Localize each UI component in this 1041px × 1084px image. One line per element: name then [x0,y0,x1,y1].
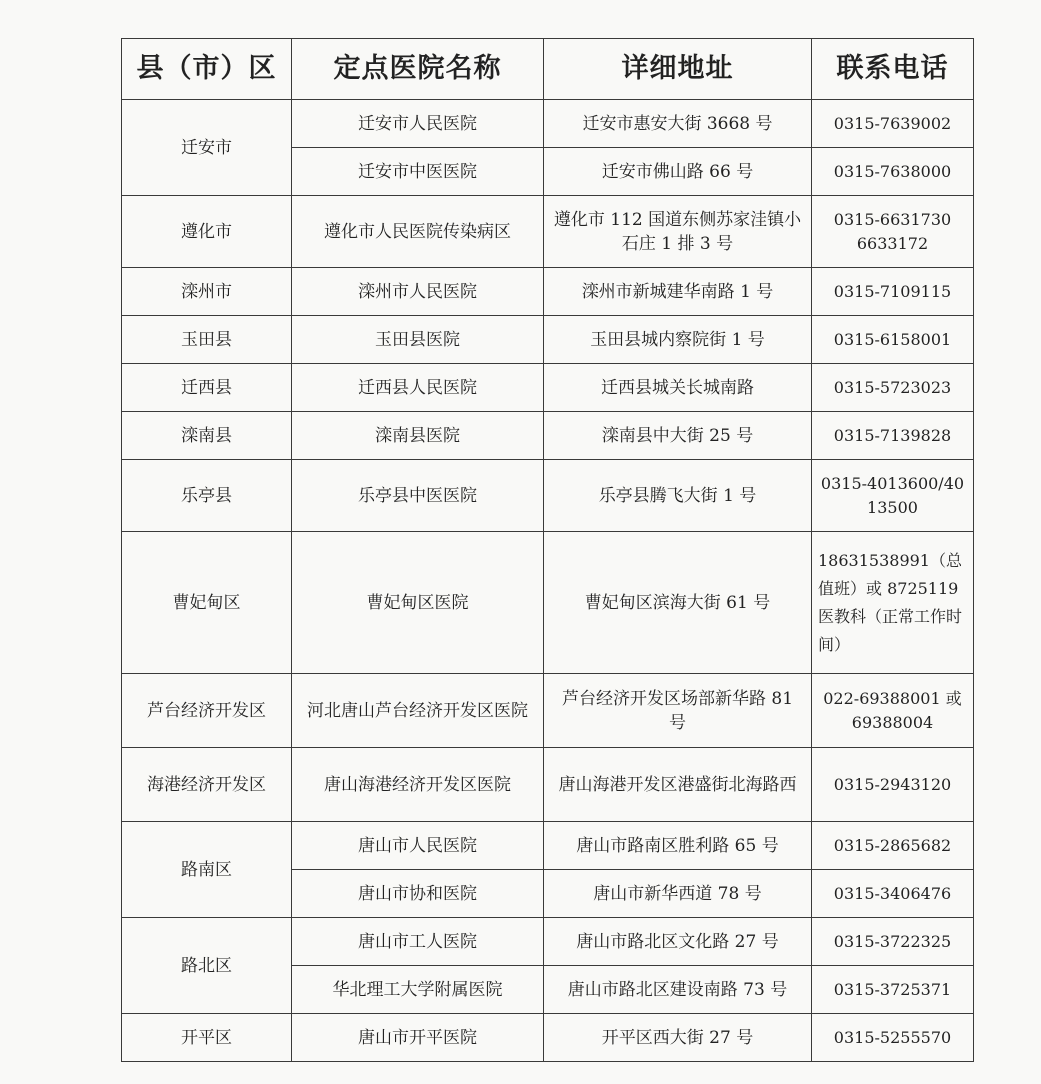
address-cell: 唐山市路北区建设南路 73 号 [544,966,812,1014]
phone-cell: 0315-2865682 [812,822,974,870]
phone-cell: 0315-6158001 [812,316,974,364]
table-row [122,748,974,822]
header-phone: 联系电话 [812,39,974,100]
address-cell: 唐山市新华西道 78 号 [544,870,812,918]
district-cell: 芦台经济开发区 [122,674,292,748]
address-cell: 唐山市路北区文化路 27 号 [544,918,812,966]
table-row [122,822,974,870]
district-cell: 滦州市 [122,268,292,316]
phone-cell: 0315-3406476 [812,870,974,918]
hospital-cell: 唐山市协和医院 [292,870,544,918]
table-row [122,268,974,316]
hospital-cell: 唐山市工人医院 [292,918,544,966]
phone-cell: 022-69388001 或 69388004 [812,674,974,748]
phone-cell: 0315-2943120 [812,748,974,822]
table-row [122,1014,974,1062]
district-cell: 开平区 [122,1014,292,1062]
address-cell: 迁安市佛山路 66 号 [544,148,812,196]
table-row [122,412,974,460]
hospital-cell: 迁西县人民医院 [292,364,544,412]
address-cell: 遵化市 112 国道东侧苏家洼镇小石庄 1 排 3 号 [544,196,812,268]
address-cell: 迁西县城关长城南路 [544,364,812,412]
address-cell: 玉田县城内察院街 1 号 [544,316,812,364]
phone-cell: 18631538991（总值班）或 8725119 医教科（正常工作时间） [812,532,974,674]
hospital-cell: 唐山海港经济开发区医院 [292,748,544,822]
table-row [122,532,974,674]
address-cell: 滦南县中大街 25 号 [544,412,812,460]
header-row [122,39,974,100]
phone-cell: 0315-3722325 [812,918,974,966]
hospital-cell: 华北理工大学附属医院 [292,966,544,1014]
phone-cell: 0315-5255570 [812,1014,974,1062]
address-cell: 唐山海港开发区港盛街北海路西 [544,748,812,822]
hospital-cell: 迁安市中医医院 [292,148,544,196]
hospital-cell: 曹妃甸区医院 [292,532,544,674]
district-cell: 玉田县 [122,316,292,364]
address-cell: 滦州市新城建华南路 1 号 [544,268,812,316]
hospital-cell: 玉田县医院 [292,316,544,364]
phone-cell: 0315-5723023 [812,364,974,412]
table-row [122,196,974,268]
hospital-cell: 乐亭县中医医院 [292,460,544,532]
address-cell: 开平区西大街 27 号 [544,1014,812,1062]
table-row [122,364,974,412]
table-row [122,918,974,966]
district-cell: 迁安市 [122,100,292,196]
phone-cell: 0315-7109115 [812,268,974,316]
hospital-cell: 滦州市人民医院 [292,268,544,316]
hospital-cell: 唐山市开平医院 [292,1014,544,1062]
phone-cell: 0315-3725371 [812,966,974,1014]
address-cell: 曹妃甸区滨海大街 61 号 [544,532,812,674]
district-cell: 路北区 [122,918,292,1014]
phone-cell: 0315-4013600/4013500 [812,460,974,532]
district-cell: 滦南县 [122,412,292,460]
hospital-cell: 遵化市人民医院传染病区 [292,196,544,268]
address-cell: 芦台经济开发区场部新华路 81 号 [544,674,812,748]
hospital-cell: 迁安市人民医院 [292,100,544,148]
district-cell: 海港经济开发区 [122,748,292,822]
district-cell: 曹妃甸区 [122,532,292,674]
table-row [122,316,974,364]
designated-hospital-table [121,38,974,1062]
table-row [122,100,974,148]
address-cell: 乐亭县腾飞大街 1 号 [544,460,812,532]
district-cell: 路南区 [122,822,292,918]
district-cell: 遵化市 [122,196,292,268]
header-address: 详细地址 [544,39,812,100]
phone-cell: 0315-7139828 [812,412,974,460]
district-cell: 乐亭县 [122,460,292,532]
table-row [122,460,974,532]
address-cell: 迁安市惠安大街 3668 号 [544,100,812,148]
hospital-cell: 滦南县医院 [292,412,544,460]
header-district: 县（市）区 [122,39,292,100]
phone-cell: 0315-7638000 [812,148,974,196]
district-cell: 迁西县 [122,364,292,412]
phone-cell: 0315-7639002 [812,100,974,148]
header-hospital: 定点医院名称 [292,39,544,100]
table-row [122,674,974,748]
address-cell: 唐山市路南区胜利路 65 号 [544,822,812,870]
hospital-cell: 唐山市人民医院 [292,822,544,870]
phone-cell: 0315-6631730 6633172 [812,196,974,268]
hospital-cell: 河北唐山芦台经济开发区医院 [292,674,544,748]
